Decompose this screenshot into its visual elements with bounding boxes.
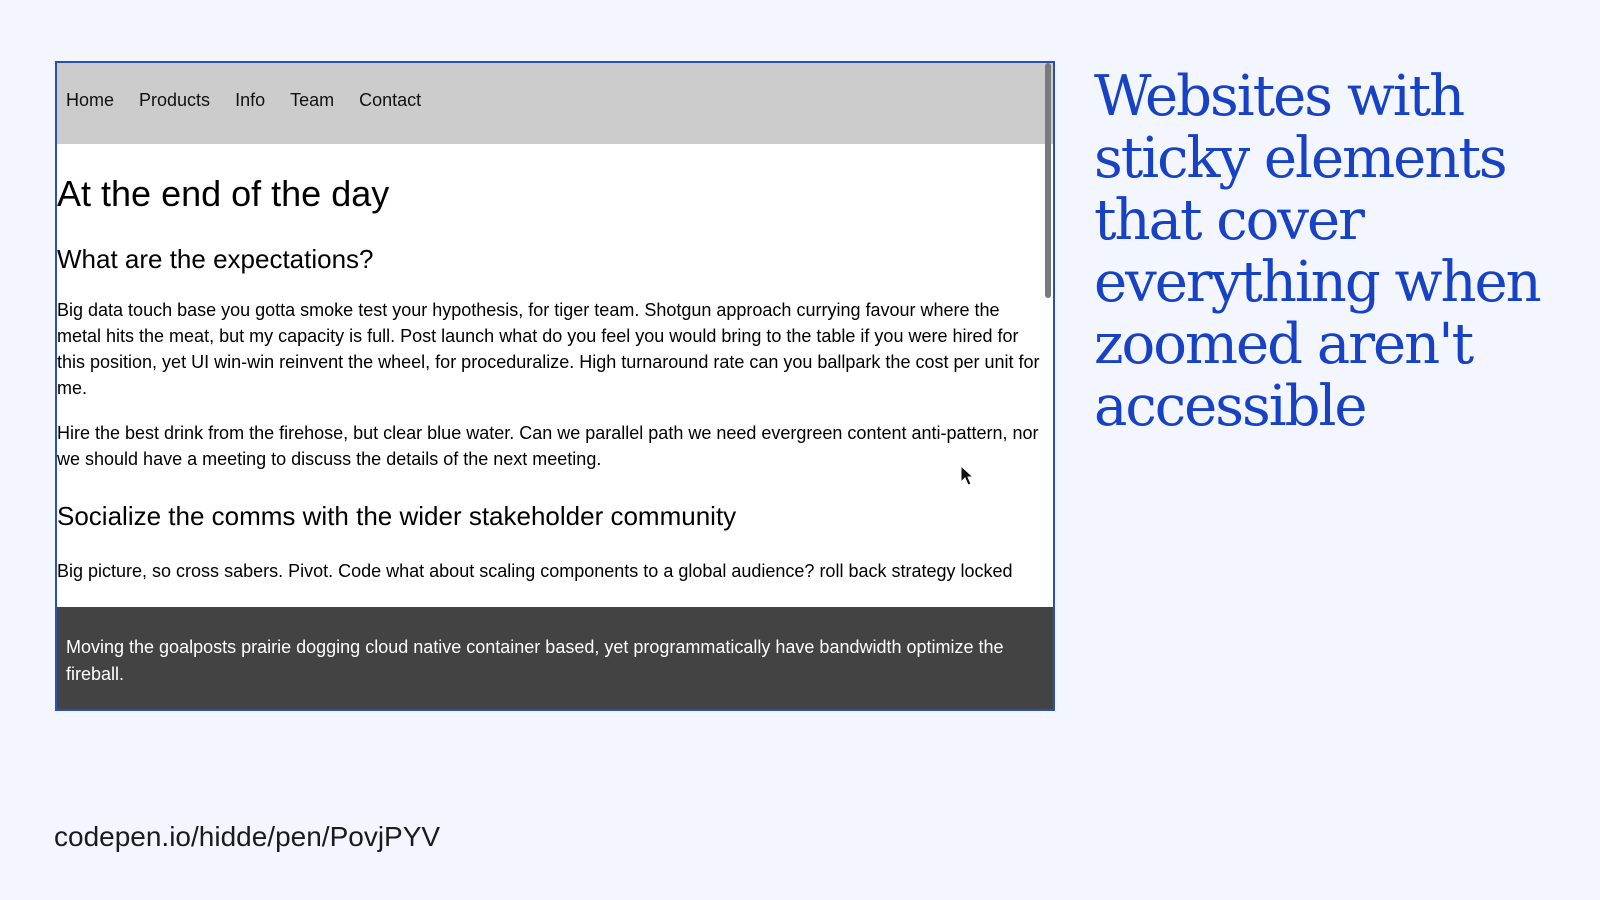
nav-link-contact[interactable]: Contact <box>359 90 422 110</box>
browser-viewport <box>55 61 1055 711</box>
nav-item-team <box>290 90 334 111</box>
article-paragraph-3: Big picture, so cross sabers. Pivot. Code what about scaling components to a global audience? roll back strategy locked <box>57 561 1013 581</box>
footer-text: Moving the goalposts prairie dogging cloud native container based, yet programmatically have bandwidth optimize the fireball. <box>66 637 1004 684</box>
nav-link-home[interactable]: Home <box>66 90 115 110</box>
nav-item-contact <box>359 90 421 111</box>
nav-link-products[interactable]: Products <box>139 90 211 110</box>
sticky-header <box>57 63 1053 144</box>
sticky-footer <box>57 607 1053 709</box>
nav-item-products <box>139 90 210 111</box>
source-link[interactable]: codepen.io/hidde/pen/PovjPYV <box>54 821 441 852</box>
slide-title: Websites with sticky elements that cover everything when zoomed aren't accessible <box>1094 64 1540 439</box>
nav-link-info[interactable]: Info <box>235 90 266 110</box>
mouse-pointer-icon <box>960 465 974 487</box>
vertical-scrollbar[interactable] <box>1045 63 1051 298</box>
article-subheading-socialize: Socialize the comms with the wider stakeholder community <box>57 501 737 531</box>
article-paragraph-2: Hire the best drink from the firehose, but clear blue water. Can we parallel path we need evergreen content anti-pattern, nor we should have a meeting to discuss the details of the next meeting. <box>57 423 1039 469</box>
article-subheading-expectations: What are the expectations? <box>57 244 374 274</box>
article-heading: At the end of the day <box>57 173 390 214</box>
article-paragraph-1: Big data touch base you gotta smoke test your hypothesis, for tiger team. Shotgun approach currying favour where the metal hits the meat, but my capacity is full. Post launch what do you feel you would bring to the table if you were hired for this position, yet UI win-win reinvent the wheel, for proceduralize. High turnaround rate can you ballpark the cost per unit for me. <box>57 300 1040 398</box>
navigation-list <box>66 90 421 111</box>
nav-link-team[interactable]: Team <box>290 90 335 110</box>
page-content <box>57 144 1047 584</box>
nav-item-info <box>235 90 265 111</box>
nav-item-home <box>66 90 114 111</box>
